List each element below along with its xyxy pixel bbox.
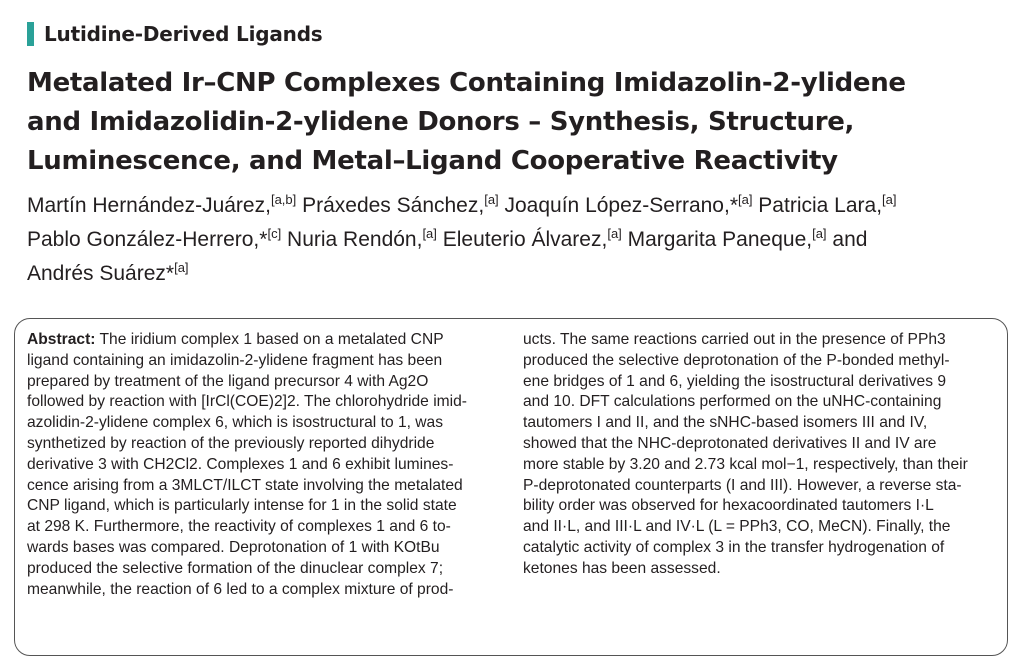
title-line: and Imidazolidin-2-ylidene Donors – Synthesis, Structure, (27, 107, 855, 137)
section-header (27, 22, 323, 46)
author-name: Andrés Suárez* (27, 262, 175, 285)
author-affiliation: [a,b] (270, 192, 297, 207)
author-list (27, 186, 1007, 288)
abstract-line: ligand containing an imidazolin-2-ylidene fragment has been (27, 351, 443, 369)
author-affiliation: [a] (882, 192, 897, 207)
author-name: Eleuterio Álvarez, (436, 228, 608, 251)
author-name: Margarita Paneque, (621, 228, 813, 251)
author-affiliation: [c] (267, 226, 282, 241)
abstract-line (27, 330, 505, 351)
abstract-line: tautomers I and II, and the sNHC-based isomers III and IV, (523, 414, 928, 432)
author-name: Patricia Lara, (752, 194, 883, 217)
section-accent-bar (27, 22, 34, 46)
title-line: Metalated Ir–CNP Complexes Containing Imidazolin-2-ylidene (27, 68, 906, 98)
abstract-line: produced the selective deprotonation of the P-bonded methyl- (523, 351, 950, 369)
abstract-line: more stable by 3.20 and 2.73 kcal mol−1, respectively, than their (523, 455, 968, 473)
abstract-right-column (523, 330, 999, 580)
author-line (27, 254, 1007, 288)
section-label: Lutidine-Derived Ligands (44, 22, 323, 46)
abstract-line: ucts. The same reactions carried out in the presence of PPh3 (523, 331, 946, 348)
abstract-box (14, 318, 1008, 656)
author-name: Práxedes Sánchez, (296, 194, 485, 217)
author-affiliation: [a] (484, 192, 499, 207)
author-name: Martín Hernández-Juárez, (27, 194, 271, 217)
abstract-line: produced the selective formation of the dinuclear complex 7; (27, 559, 444, 577)
abstract-line: synthetized by reaction of the previously reported dihydride (27, 434, 435, 452)
abstract-heading: Abstract: (27, 331, 96, 348)
abstract-line: wards bases was compared. Deprotonation of 1 with KOtBu (27, 538, 440, 556)
article-title (27, 64, 1007, 181)
author-name: Joaquín López-Serrano,* (498, 194, 738, 217)
abstract-line: catalytic activity of complex 3 in the transfer hydrogenation of (523, 538, 945, 556)
abstract-line: bility order was observed for hexacoordinated tautomers I·L (523, 497, 934, 515)
author-affiliation: [a] (738, 192, 753, 207)
author-affiliation: [a] (607, 226, 622, 241)
abstract-line: azolidin-2-ylidene complex 6, which is isostructural to 1, was (27, 414, 444, 432)
abstract-line: and II·L, and III·L and IV·L (L = PPh3, CO, MeCN). Finally, the (523, 518, 951, 536)
author-line (27, 186, 1007, 220)
title-line: Luminescence, and Metal–Ligand Cooperative Reactivity (27, 146, 838, 176)
author-affiliation: [a] (422, 226, 437, 241)
abstract-line: P-deprotonated counterparts (I and III). However, a reverse sta- (523, 476, 962, 494)
abstract-left-column (27, 330, 505, 600)
abstract-line: prepared by treatment of the ligand precursor 4 with Ag2O (27, 372, 429, 390)
author-affiliation: [a] (812, 226, 827, 241)
abstract-line: CNP ligand, which is particularly intense for 1 in the solid state (27, 497, 457, 515)
abstract-line: and 10. DFT calculations performed on the uNHC-containing (523, 393, 942, 411)
author-conjunction: and (826, 228, 868, 251)
abstract-line: showed that the NHC-deprotonated derivatives II and IV are (523, 434, 937, 452)
abstract-line: followed by reaction with [IrCl(COE)2]2. The chlorohydride imid- (27, 393, 467, 411)
abstract-line: derivative 3 with CH2Cl2. Complexes 1 and 6 exhibit lumines- (27, 455, 454, 473)
abstract-line: at 298 K. Furthermore, the reactivity of complexes 1 and 6 to- (27, 518, 451, 536)
abstract-line: meanwhile, the reaction of 6 led to a complex mixture of prod- (27, 580, 454, 598)
abstract-line: cence arising from a 3MLCT/ILCT state involving the metalated (27, 476, 463, 494)
author-affiliation: [a] (174, 260, 189, 275)
abstract-text: The iridium complex 1 based on a metalated CNP (95, 331, 444, 348)
abstract-line: ene bridges of 1 and 6, yielding the isostructural derivatives 9 (523, 372, 947, 390)
author-line (27, 220, 1007, 254)
author-name: Pablo González-Herrero,* (27, 228, 268, 251)
author-name: Nuria Rendón, (281, 228, 423, 251)
abstract-line: ketones has been assessed. (523, 559, 721, 577)
